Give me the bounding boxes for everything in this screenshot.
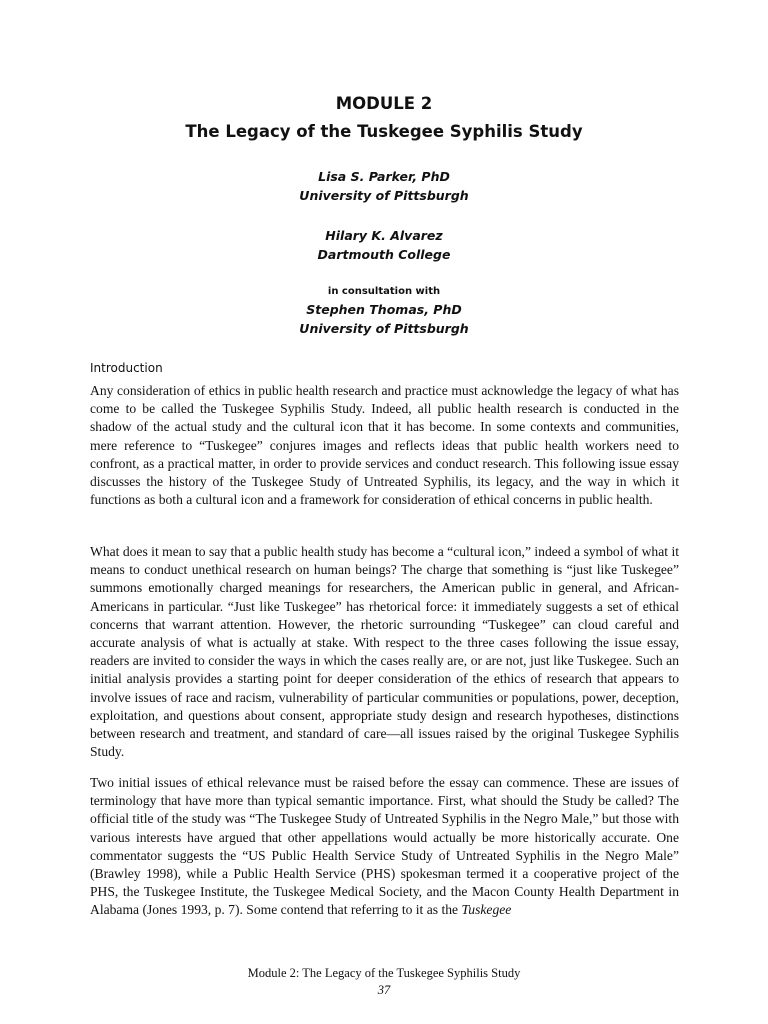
author-2-name: Hilary K. Alvarez [325, 228, 443, 243]
paragraph-2: What does it mean to say that a public health study has become a “cultural icon,” indeed a symbol of what it means to conduct unethical research on human beings? The charge that something is “just like Tuskegee” summons emotionally charged meanings for researchers, the American public in general, and African-Americans in particular. “Just like Tuskegee” has rhetorical force: it immediately suggests a set of ethical concerns that warrant attention. However, the rhetoric surrounding “Tuskegee” can cloud careful and accurate analysis of what is actually at stake. With respect to the three cases following the issue essay, readers are invited to consider the ways in which the cases really are, or are not, just like Tuskegee. Such an initial analysis provides a starting point for deeper consideration of the ethics of research that appears to involve issues of race and racism, vulnerability of particular communities or populations, power, deception, exploitation, and questions about consent, appropriate study design and research hypotheses, distinctions between research and treatment, and standard of care—all issues raised by the original Tuskegee Syphilis Study. [90, 544, 679, 760]
consultant-name: Stephen Thomas, PhD [306, 302, 462, 317]
paragraph-1: Any consideration of ethics in public health research and practice must acknowledge the legacy of what has come to be called the Tuskegee Syphilis Study. Indeed, all public health research is conducted in the shadow of the actual study and the cultural icon that it has become. In some contexts and communities, mere reference to “Tuskegee” conjures images and reflects ideas that public health workers need to confront, as a practical matter, in order to provide services and conduct research. This following issue essay discusses the history of the Tuskegee Study of Untreated Syphilis, its legacy, and the way in which it functions as both a cultural icon and a framework for consideration of ethical concerns in public health. [90, 383, 679, 508]
consultant-affiliation: University of Pittsburgh [299, 321, 469, 336]
section-heading-introduction: Introduction [90, 361, 163, 375]
paragraph-3 [90, 774, 679, 920]
paragraph-3-text: Two initial issues of ethical relevance must be raised before the essay can commence. These are issues of terminology that have more than typical semantic importance. First, what should the Study be called? The official title of the study was “The Tuskegee Study of Untreated Syphilis in the Negro Male,” but those with various interests have argued that other appellations would actually be more historically accurate. One commentator suggests the “US Public Health Service Study of Untreated Syphilis in the Negro Male” (Brawley 1998), while a Public Health Service (PHS) spokesman termed it a cooperative project of the PHS, the Tuskegee Institute, the Tuskegee Medical Society, and the Macon County Health Department in Alabama (Jones 1993, p. 7). Some contend that referring to it as the [90, 775, 679, 918]
author-2-affiliation: Dartmouth College [317, 247, 451, 262]
title-block [0, 93, 768, 143]
page-title: The Legacy of the Tuskegee Syphilis Study [185, 122, 583, 141]
author-1-name: Lisa S. Parker, PhD [318, 169, 450, 184]
paragraph-3-italic-tail: Tuskegee [461, 902, 512, 918]
page-number: 37 [377, 983, 391, 997]
author-1-affiliation: University of Pittsburgh [299, 188, 469, 203]
consultation-label: in consultation with [327, 286, 441, 297]
module-label: MODULE 2 [335, 94, 433, 113]
footer-running-title: Module 2: The Legacy of the Tuskegee Syphilis Study [247, 966, 521, 980]
